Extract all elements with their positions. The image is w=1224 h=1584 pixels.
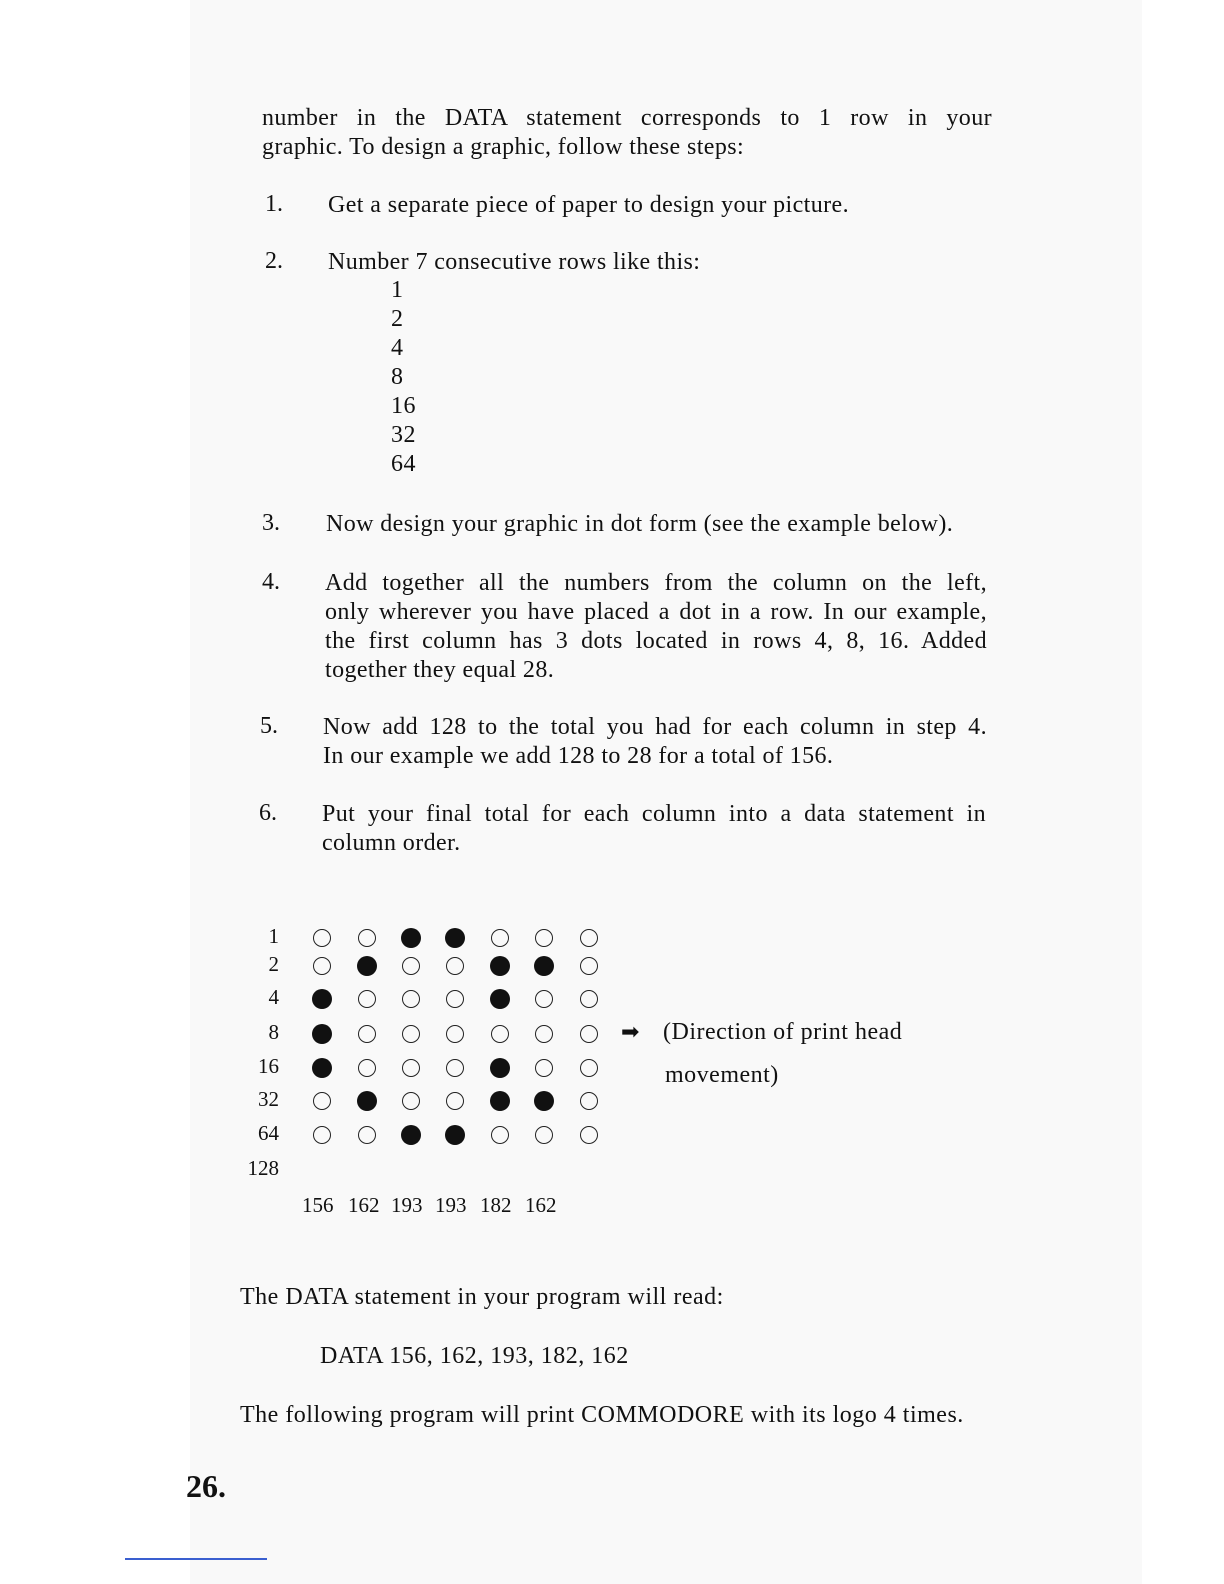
step-1-number: 1. [265, 191, 283, 217]
filled-dot [401, 928, 421, 948]
empty-dot [313, 1092, 331, 1110]
filled-dot [534, 956, 554, 976]
step-3-line-1: Now design your graphic in dot form (see the example below). [326, 511, 954, 537]
row-number-list-item: 1 [391, 277, 404, 303]
data-statement-code: DATA 156, 162, 193, 182, 162 [320, 1343, 629, 1369]
grid-row-label: 8 [268, 1020, 279, 1044]
step-6-line-1: Put your final total for each column into a data statement in [322, 801, 986, 827]
empty-dot [580, 1092, 598, 1110]
bottom-rule [125, 1558, 267, 1560]
row-number-list-item: 16 [391, 393, 416, 419]
empty-dot [446, 1025, 464, 1043]
empty-dot [580, 990, 598, 1008]
filled-dot [357, 956, 377, 976]
step-1-text [328, 191, 988, 220]
step-4-text [325, 569, 987, 685]
filled-dot [312, 989, 332, 1009]
step-5-number: 5. [260, 713, 278, 739]
empty-dot [446, 957, 464, 975]
empty-dot [358, 929, 376, 947]
column-total: 182 [480, 1193, 512, 1217]
filled-dot [490, 1058, 510, 1078]
empty-dot [446, 990, 464, 1008]
empty-dot [580, 957, 598, 975]
grid-row-label: 2 [268, 952, 279, 976]
step-5-text [323, 713, 987, 771]
row-number-list-item: 4 [391, 335, 404, 361]
filled-dot [490, 956, 510, 976]
column-total: 162 [525, 1193, 557, 1217]
filled-dot [312, 1058, 332, 1078]
empty-dot [358, 1059, 376, 1077]
filled-dot [401, 1125, 421, 1145]
empty-dot [402, 957, 420, 975]
step-2-text [328, 248, 988, 277]
step-4-line-4: together they equal 28. [325, 657, 555, 683]
step-4-line-1: Add together all the numbers from the column on the left, [325, 570, 987, 596]
row-number-list-item: 8 [391, 364, 404, 390]
empty-dot [535, 1059, 553, 1077]
empty-dot [491, 929, 509, 947]
intro-line-1: number in the DATA statement corresponds to 1 row in your [262, 105, 992, 131]
empty-dot [402, 1025, 420, 1043]
empty-dot [580, 1025, 598, 1043]
grid-row-label: 32 [258, 1087, 279, 1111]
following-program-text: The following program will print COMMODORE with its logo 4 times. [240, 1402, 964, 1428]
empty-dot [446, 1092, 464, 1110]
grid-row-label: 4 [268, 985, 279, 1009]
step-6-line-2: column order. [322, 830, 461, 856]
direction-label-line-1: (Direction of print head [663, 1019, 903, 1045]
filled-dot [357, 1091, 377, 1111]
empty-dot [402, 1092, 420, 1110]
empty-dot [580, 1126, 598, 1144]
row-number-list-item: 64 [391, 451, 416, 477]
empty-dot [313, 957, 331, 975]
empty-dot [580, 929, 598, 947]
page-number: 26. [186, 1468, 226, 1504]
step-3-text [326, 510, 990, 539]
empty-dot [446, 1059, 464, 1077]
grid-row-label: 64 [258, 1121, 279, 1145]
empty-dot [580, 1059, 598, 1077]
step-4-line-3: the first column has 3 dots located in rows 4, 8, 16. Added [325, 628, 987, 654]
empty-dot [535, 1126, 553, 1144]
grid-row-label: 1 [268, 924, 279, 948]
row-number-list-item: 2 [391, 306, 404, 332]
right-arrow-icon: ➡ [621, 1020, 640, 1045]
empty-dot [491, 1025, 509, 1043]
empty-dot [358, 1126, 376, 1144]
empty-dot [535, 929, 553, 947]
empty-dot [491, 1126, 509, 1144]
grid-row-label: 128 [247, 1156, 279, 1180]
empty-dot [358, 990, 376, 1008]
column-total: 193 [435, 1193, 467, 1217]
filled-dot [312, 1024, 332, 1044]
empty-dot [358, 1025, 376, 1043]
filled-dot [534, 1091, 554, 1111]
step-1-line-1: Get a separate piece of paper to design your picture. [328, 192, 849, 218]
step-3-number: 3. [262, 510, 280, 536]
step-4-line-2: only wherever you have placed a dot in a row. In our example, [325, 599, 987, 625]
row-number-list-item: 32 [391, 422, 416, 448]
empty-dot [313, 1126, 331, 1144]
step-5-line-1: Now add 128 to the total you had for each column in step 4. [323, 714, 987, 740]
filled-dot [445, 1125, 465, 1145]
step-6-number: 6. [259, 800, 277, 826]
empty-dot [535, 1025, 553, 1043]
data-statement-intro: The DATA statement in your program will read: [240, 1284, 724, 1310]
step-2-line-1: Number 7 consecutive rows like this: [328, 249, 701, 275]
empty-dot [535, 990, 553, 1008]
intro-paragraph [262, 104, 992, 162]
step-5-line-2: In our example we add 128 to 28 for a total of 156. [323, 743, 834, 769]
step-2-number: 2. [265, 248, 283, 274]
grid-row-label: 16 [258, 1054, 279, 1078]
empty-dot [313, 929, 331, 947]
column-total: 162 [348, 1193, 380, 1217]
empty-dot [402, 1059, 420, 1077]
filled-dot [445, 928, 465, 948]
column-total: 193 [391, 1193, 423, 1217]
column-total: 156 [302, 1193, 334, 1217]
filled-dot [490, 1091, 510, 1111]
empty-dot [402, 990, 420, 1008]
filled-dot [490, 989, 510, 1009]
step-4-number: 4. [262, 569, 280, 595]
step-6-text [322, 800, 986, 858]
direction-label-line-2: movement) [665, 1062, 779, 1088]
intro-line-2: graphic. To design a graphic, follow these steps: [262, 134, 745, 160]
